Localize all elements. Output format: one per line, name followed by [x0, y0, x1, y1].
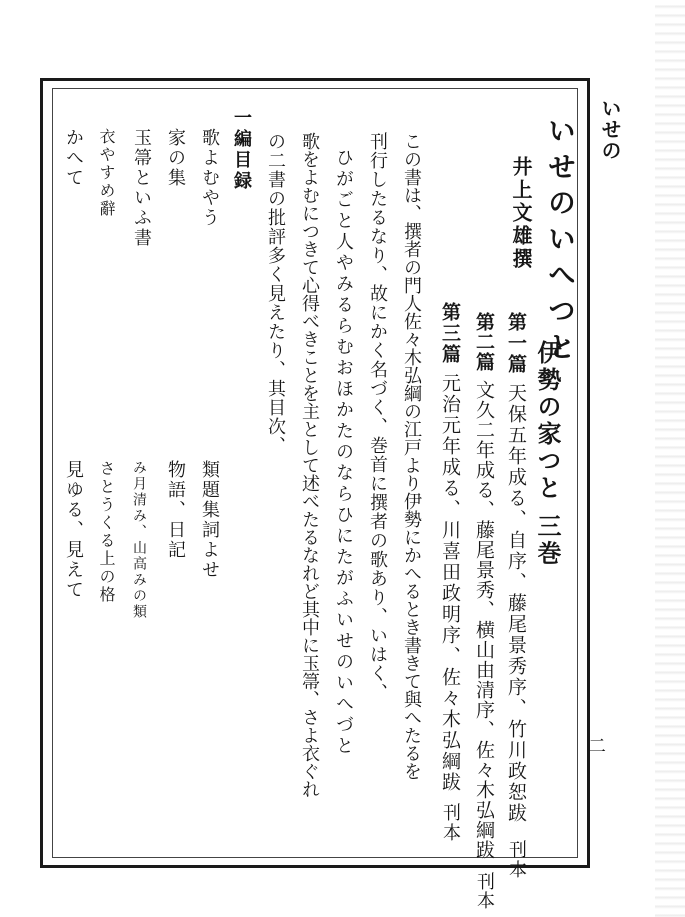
running-head: いせの	[598, 98, 622, 161]
page-number: 二	[588, 736, 606, 757]
body-line-3: ひがごと人やみるらむおほかたのならひにたがふいせのいへづと	[333, 148, 354, 757]
section-1-text: 天保五年成る、自序、藤尾景秀序、竹川政恕跋	[505, 383, 527, 824]
page-edge-texture	[655, 0, 685, 917]
body-line-4: 歌をよむにつきて心得べきことを主として述べたるなれど其中に玉箒、さよ衣ぐれ	[299, 132, 320, 798]
section-3-text: 元治元年成る、川喜田政明序、佐々木弘綱跋	[439, 373, 461, 793]
section-2	[474, 312, 493, 910]
section-2-label: 第二篇	[473, 312, 495, 372]
section-1-label: 第一篇	[505, 312, 527, 375]
entry-second-title: 伊勢の家つと 三巻	[533, 340, 562, 568]
contents-item-9: さとうくる上の格	[97, 460, 116, 604]
contents-item-7: 物語、日記	[165, 460, 186, 560]
contents-item-6: 類題集詞よせ	[199, 460, 220, 580]
contents-item-4: 衣やすめ辭	[97, 128, 116, 218]
body-line-2: 刊行したるなり、故にかく名づく、巻首に撰者の歌あり、いはく、	[367, 132, 388, 702]
contents-item-1: 歌よむやう	[199, 128, 220, 228]
section-1-tail: 刊本	[506, 840, 527, 880]
contents-item-8: み月清み、山高みの類	[131, 460, 147, 620]
body-line-1: この書は、撰者の門人佐々木弘綱の江戸より伊勢にかへるとき書きて與へたるを	[401, 132, 422, 780]
section-3-tail: 刊本	[440, 803, 461, 843]
contents-item-2: 家の集	[165, 128, 186, 188]
entry-author: 井上文雄撰	[509, 156, 533, 271]
contents-item-5: かへて	[63, 128, 84, 188]
contents-item-10: 見ゆる、見えて	[63, 460, 84, 600]
section-3	[440, 302, 459, 843]
section-2-tail: 刊本	[474, 872, 495, 910]
entry-title: いせのいへつと	[544, 116, 577, 368]
section-3-label: 第三篇	[439, 302, 461, 365]
section-2-text: 文久二年成る、藤尾景秀、横山由清序、佐々木弘綱跋	[473, 380, 495, 860]
body-line-5: の二書の批評多く見えたり、其目次、	[265, 132, 286, 455]
section-1	[506, 312, 525, 880]
contents-heading: 一編目録	[231, 108, 252, 192]
contents-item-3: 玉箒といふ書	[131, 128, 152, 248]
